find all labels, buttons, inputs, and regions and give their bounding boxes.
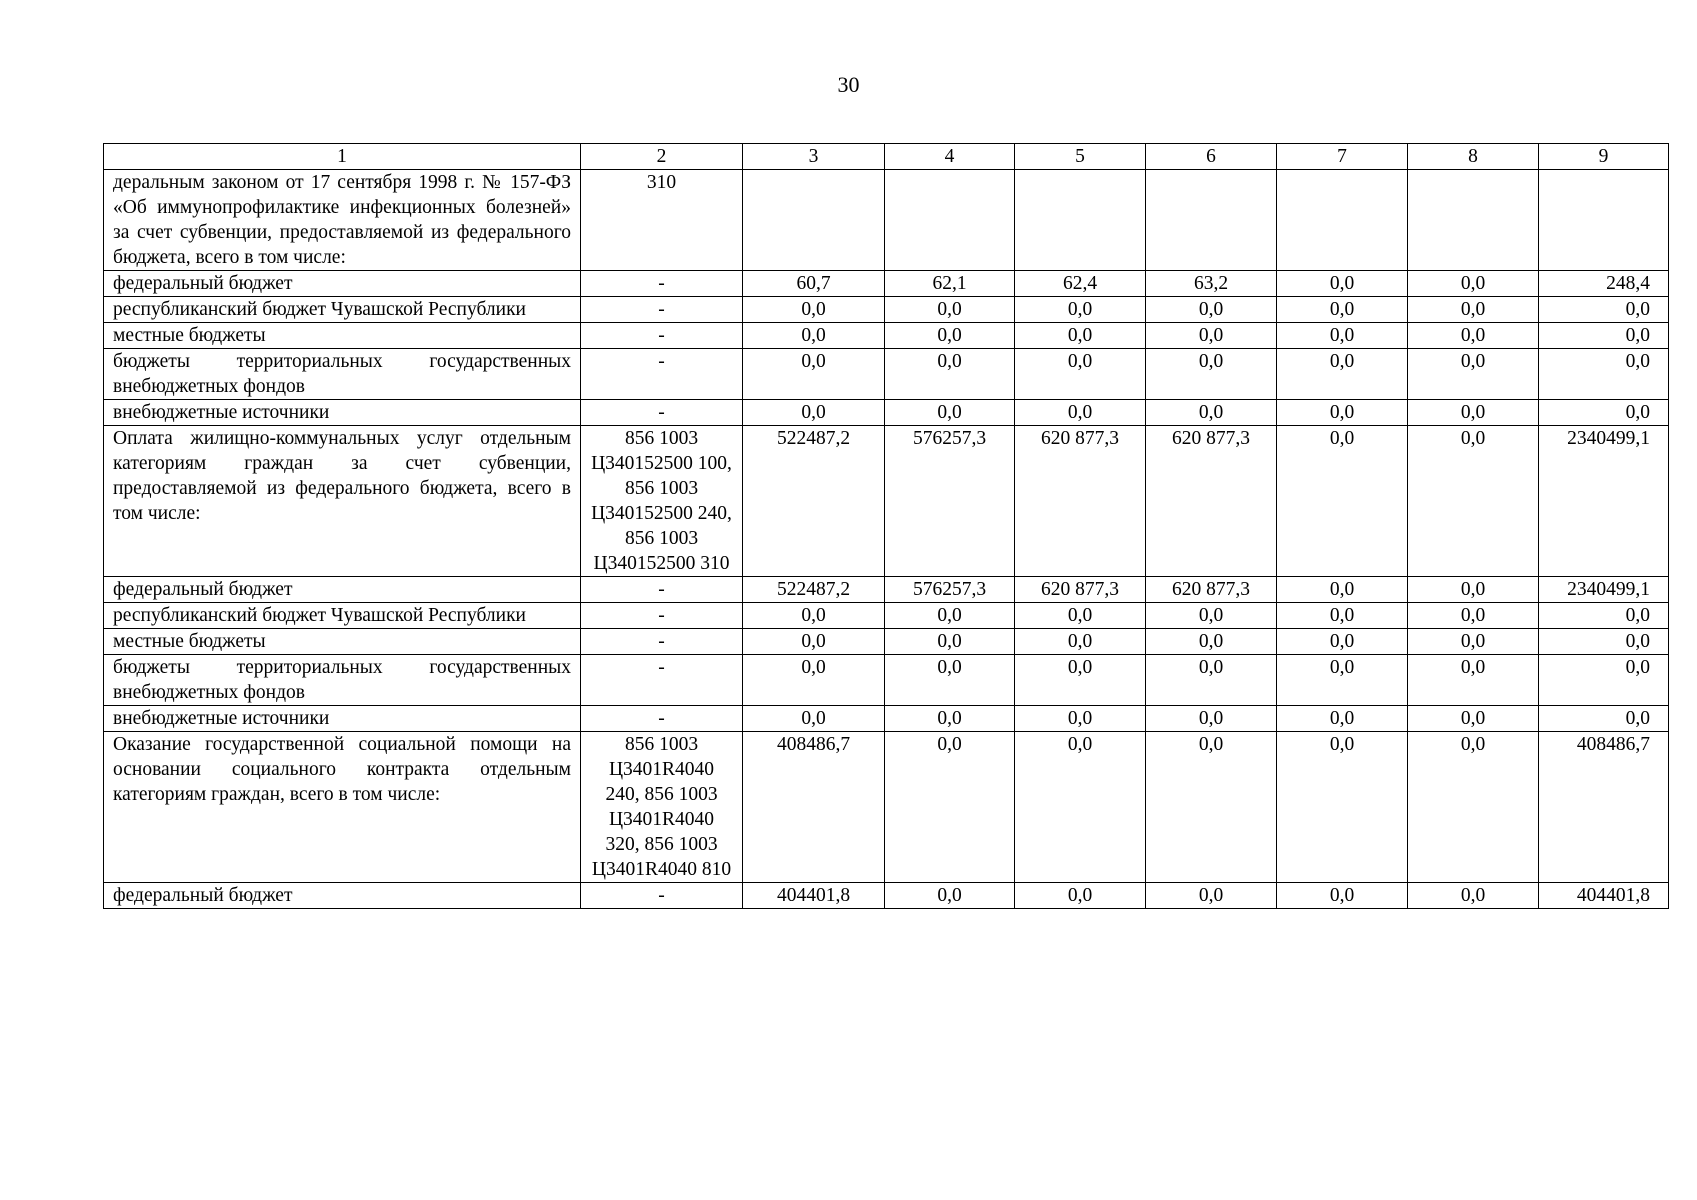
row-budget-code: 310 xyxy=(581,170,743,271)
row-value-col-9: 0,0 xyxy=(1539,706,1669,732)
row-value-col-3: 404401,8 xyxy=(743,883,885,909)
row-budget-code: - xyxy=(581,883,743,909)
row-value-col-8: 0,0 xyxy=(1408,349,1539,400)
row-description: Оказание государственной социальной помощи на основании социального контракта отдельным категориям граждан, всего в том числе: xyxy=(104,732,581,883)
row-value-col-7: 0,0 xyxy=(1277,400,1408,426)
row-value-col-8: 0,0 xyxy=(1408,629,1539,655)
row-value-col-7: 0,0 xyxy=(1277,577,1408,603)
row-budget-code: - xyxy=(581,297,743,323)
row-value-col-8: 0,0 xyxy=(1408,297,1539,323)
page-number: 30 xyxy=(837,72,860,97)
row-value-col-6: 0,0 xyxy=(1146,629,1277,655)
row-value-col-5: 0,0 xyxy=(1015,297,1146,323)
row-value-col-3 xyxy=(743,170,885,271)
column-number: 3 xyxy=(743,144,885,170)
column-number: 7 xyxy=(1277,144,1408,170)
table-row xyxy=(104,655,1669,706)
row-value-col-8: 0,0 xyxy=(1408,603,1539,629)
column-number: 6 xyxy=(1146,144,1277,170)
row-value-col-4: 0,0 xyxy=(885,706,1015,732)
row-value-col-8: 0,0 xyxy=(1408,732,1539,883)
row-value-col-5: 0,0 xyxy=(1015,323,1146,349)
table-row xyxy=(104,426,1669,577)
row-value-col-5: 0,0 xyxy=(1015,400,1146,426)
row-value-col-7: 0,0 xyxy=(1277,349,1408,400)
row-value-col-8: 0,0 xyxy=(1408,323,1539,349)
row-description: деральным законом от 17 сентября 1998 г. № 157-ФЗ «Об иммунопрофилактике инфекционных болезней» за счет субвенции, предоставляемой из федерального бюджета, всего в том числе: xyxy=(104,170,581,271)
row-value-col-3: 0,0 xyxy=(743,297,885,323)
row-value-col-3: 0,0 xyxy=(743,603,885,629)
row-budget-code: - xyxy=(581,271,743,297)
row-value-col-7: 0,0 xyxy=(1277,706,1408,732)
row-value-col-4: 0,0 xyxy=(885,629,1015,655)
row-value-col-6 xyxy=(1146,170,1277,271)
row-value-col-9: 0,0 xyxy=(1539,655,1669,706)
column-number: 8 xyxy=(1408,144,1539,170)
row-description: внебюджетные источники xyxy=(104,400,581,426)
row-value-col-8: 0,0 xyxy=(1408,655,1539,706)
row-value-col-8 xyxy=(1408,170,1539,271)
row-value-col-7: 0,0 xyxy=(1277,426,1408,577)
row-value-col-7: 0,0 xyxy=(1277,732,1408,883)
row-budget-code: - xyxy=(581,400,743,426)
row-value-col-6: 0,0 xyxy=(1146,603,1277,629)
table-row xyxy=(104,349,1669,400)
row-value-col-3: 0,0 xyxy=(743,349,885,400)
table-row xyxy=(104,732,1669,883)
row-budget-code: - xyxy=(581,603,743,629)
column-number: 2 xyxy=(581,144,743,170)
row-value-col-4: 0,0 xyxy=(885,732,1015,883)
table-row xyxy=(104,577,1669,603)
row-value-col-4: 0,0 xyxy=(885,349,1015,400)
table-row xyxy=(104,629,1669,655)
table-row xyxy=(104,706,1669,732)
row-value-col-7 xyxy=(1277,170,1408,271)
row-value-col-6: 620 877,3 xyxy=(1146,426,1277,577)
row-value-col-6: 620 877,3 xyxy=(1146,577,1277,603)
row-value-col-6: 0,0 xyxy=(1146,400,1277,426)
table-row xyxy=(104,323,1669,349)
row-budget-code: - xyxy=(581,577,743,603)
table-row xyxy=(104,170,1669,271)
row-description: федеральный бюджет xyxy=(104,883,581,909)
table-row xyxy=(104,297,1669,323)
row-budget-code: 856 1003 Ц340152500 100, 856 1003 Ц340152500 240, 856 1003 Ц340152500 310 xyxy=(581,426,743,577)
row-value-col-8: 0,0 xyxy=(1408,577,1539,603)
column-number: 5 xyxy=(1015,144,1146,170)
row-value-col-5: 0,0 xyxy=(1015,732,1146,883)
column-number: 1 xyxy=(104,144,581,170)
row-budget-code: - xyxy=(581,655,743,706)
row-value-col-3: 0,0 xyxy=(743,655,885,706)
row-value-col-9: 0,0 xyxy=(1539,323,1669,349)
row-value-col-3: 408486,7 xyxy=(743,732,885,883)
column-number: 4 xyxy=(885,144,1015,170)
row-value-col-4: 0,0 xyxy=(885,655,1015,706)
row-value-col-4 xyxy=(885,170,1015,271)
row-value-col-9: 0,0 xyxy=(1539,400,1669,426)
row-description: бюджеты территориальных государственных внебюджетных фондов xyxy=(104,349,581,400)
row-value-col-4: 0,0 xyxy=(885,323,1015,349)
table-body xyxy=(104,170,1669,909)
row-description: федеральный бюджет xyxy=(104,577,581,603)
row-value-col-9: 408486,7 xyxy=(1539,732,1669,883)
row-description: Оплата жилищно-коммунальных услуг отдельным категориям граждан за счет субвенции, предоставляемой из федерального бюджета, всего в том числе: xyxy=(104,426,581,577)
row-value-col-9: 2340499,1 xyxy=(1539,426,1669,577)
row-value-col-7: 0,0 xyxy=(1277,655,1408,706)
row-description: внебюджетные источники xyxy=(104,706,581,732)
row-value-col-3: 522487,2 xyxy=(743,426,885,577)
row-value-col-6: 0,0 xyxy=(1146,349,1277,400)
row-value-col-7: 0,0 xyxy=(1277,297,1408,323)
column-number-row xyxy=(104,144,1669,170)
row-budget-code: - xyxy=(581,706,743,732)
row-value-col-5: 620 877,3 xyxy=(1015,577,1146,603)
row-value-col-5: 0,0 xyxy=(1015,349,1146,400)
table-row xyxy=(104,603,1669,629)
row-value-col-4: 0,0 xyxy=(885,883,1015,909)
row-value-col-9: 0,0 xyxy=(1539,629,1669,655)
row-value-col-7: 0,0 xyxy=(1277,323,1408,349)
row-value-col-5: 0,0 xyxy=(1015,706,1146,732)
row-value-col-8: 0,0 xyxy=(1408,271,1539,297)
row-value-col-9 xyxy=(1539,170,1669,271)
row-value-col-5 xyxy=(1015,170,1146,271)
row-value-col-6: 63,2 xyxy=(1146,271,1277,297)
row-value-col-5: 0,0 xyxy=(1015,629,1146,655)
row-budget-code: - xyxy=(581,629,743,655)
column-number: 9 xyxy=(1539,144,1669,170)
row-value-col-5: 620 877,3 xyxy=(1015,426,1146,577)
row-value-col-9: 2340499,1 xyxy=(1539,577,1669,603)
row-value-col-9: 0,0 xyxy=(1539,603,1669,629)
row-value-col-7: 0,0 xyxy=(1277,271,1408,297)
table-row xyxy=(104,400,1669,426)
row-value-col-4: 576257,3 xyxy=(885,577,1015,603)
table-row xyxy=(104,271,1669,297)
budget-table xyxy=(103,143,1669,909)
row-value-col-3: 522487,2 xyxy=(743,577,885,603)
row-value-col-6: 0,0 xyxy=(1146,297,1277,323)
row-value-col-6: 0,0 xyxy=(1146,732,1277,883)
row-value-col-3: 0,0 xyxy=(743,629,885,655)
row-value-col-9: 0,0 xyxy=(1539,349,1669,400)
row-description: местные бюджеты xyxy=(104,323,581,349)
row-description: республиканский бюджет Чувашской Республики xyxy=(104,603,581,629)
row-value-col-9: 404401,8 xyxy=(1539,883,1669,909)
row-value-col-4: 62,1 xyxy=(885,271,1015,297)
row-budget-code: 856 1003 Ц3401R4040 240, 856 1003 Ц3401R4040 320, 856 1003 Ц3401R4040 810 xyxy=(581,732,743,883)
row-description: бюджеты территориальных государственных внебюджетных фондов xyxy=(104,655,581,706)
row-value-col-7: 0,0 xyxy=(1277,603,1408,629)
table-row xyxy=(104,883,1669,909)
row-value-col-4: 0,0 xyxy=(885,400,1015,426)
row-value-col-6: 0,0 xyxy=(1146,706,1277,732)
row-value-col-6: 0,0 xyxy=(1146,655,1277,706)
row-value-col-3: 0,0 xyxy=(743,323,885,349)
row-value-col-5: 0,0 xyxy=(1015,883,1146,909)
row-value-col-8: 0,0 xyxy=(1408,883,1539,909)
row-value-col-3: 0,0 xyxy=(743,400,885,426)
row-value-col-8: 0,0 xyxy=(1408,706,1539,732)
row-description: республиканский бюджет Чувашской Республики xyxy=(104,297,581,323)
row-value-col-4: 0,0 xyxy=(885,297,1015,323)
row-value-col-5: 62,4 xyxy=(1015,271,1146,297)
row-budget-code: - xyxy=(581,323,743,349)
row-value-col-5: 0,0 xyxy=(1015,603,1146,629)
row-value-col-3: 0,0 xyxy=(743,706,885,732)
row-value-col-9: 0,0 xyxy=(1539,297,1669,323)
row-value-col-9: 248,4 xyxy=(1539,271,1669,297)
row-value-col-5: 0,0 xyxy=(1015,655,1146,706)
row-value-col-3: 60,7 xyxy=(743,271,885,297)
row-description: федеральный бюджет xyxy=(104,271,581,297)
row-budget-code: - xyxy=(581,349,743,400)
row-value-col-7: 0,0 xyxy=(1277,629,1408,655)
row-value-col-8: 0,0 xyxy=(1408,426,1539,577)
row-value-col-6: 0,0 xyxy=(1146,883,1277,909)
row-value-col-4: 576257,3 xyxy=(885,426,1015,577)
row-value-col-7: 0,0 xyxy=(1277,883,1408,909)
row-value-col-4: 0,0 xyxy=(885,603,1015,629)
row-description: местные бюджеты xyxy=(104,629,581,655)
row-value-col-6: 0,0 xyxy=(1146,323,1277,349)
row-value-col-8: 0,0 xyxy=(1408,400,1539,426)
